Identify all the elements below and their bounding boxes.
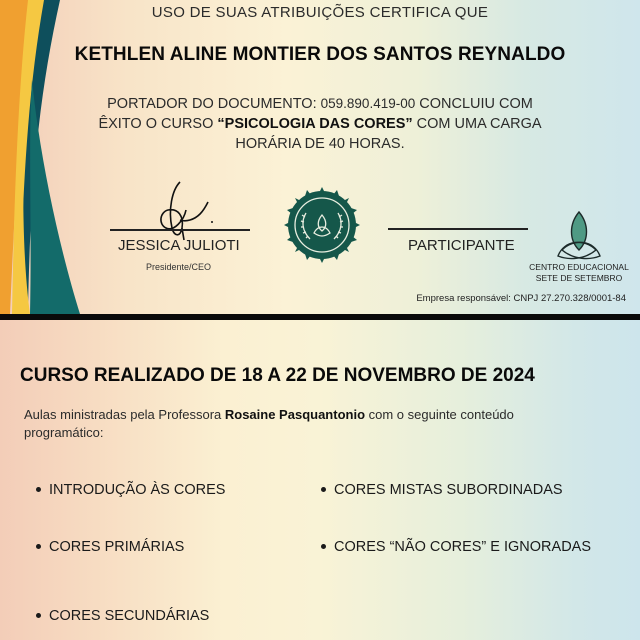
laurel-triquetra-seal-icon bbox=[284, 187, 360, 263]
certificate-body bbox=[0, 94, 640, 154]
topic-label: CORES PRIMÁRIAS bbox=[49, 539, 185, 555]
participant-line bbox=[388, 228, 528, 230]
topic-item bbox=[36, 608, 209, 624]
recipient-name: KETHLEN ALINE MONTIER DOS SANTOS REYNALDO bbox=[74, 44, 566, 65]
intro-text: Aulas ministradas pela Professora bbox=[24, 407, 225, 422]
bullet-icon bbox=[36, 613, 41, 618]
bullet-icon bbox=[36, 544, 41, 549]
course-intro bbox=[24, 406, 584, 442]
topic-item bbox=[36, 482, 225, 498]
bullet-icon bbox=[321, 487, 326, 492]
document-number: 059.890.419-00 bbox=[320, 96, 416, 111]
body-line-1 bbox=[0, 94, 640, 114]
organization-name bbox=[526, 262, 632, 284]
participant-label: PARTICIPANTE bbox=[408, 237, 515, 254]
triquetra-logo-icon bbox=[554, 210, 604, 260]
signatory-line bbox=[110, 229, 250, 231]
certificate-preamble: USO DE SUAS ATRIBUIÇÕES CERTIFICA QUE bbox=[151, 4, 489, 21]
course-name: “PSICOLOGIA DAS CORES” bbox=[217, 116, 413, 132]
intro-text: programático: bbox=[24, 425, 104, 440]
body-text: ÊXITO O CURSO bbox=[98, 116, 218, 132]
body-line-2 bbox=[0, 114, 640, 134]
certificate-front bbox=[0, 0, 640, 314]
topic-label: INTRODUÇÃO ÀS CORES bbox=[49, 482, 226, 498]
company-cnpj: Empresa responsável: CNPJ 27.270.328/0001-84 bbox=[416, 293, 626, 304]
body-text: CONCLUIU COM bbox=[415, 96, 533, 112]
bullet-icon bbox=[36, 487, 41, 492]
topic-item bbox=[36, 539, 184, 555]
course-dates-heading: CURSO REALIZADO DE 18 A 22 DE NOVEMBRO DE 2024 bbox=[20, 365, 535, 386]
organization-line-2: SETE DE SETEMBRO bbox=[535, 273, 623, 283]
topic-label: CORES “NÃO CORES” E IGNORADAS bbox=[334, 539, 592, 555]
signature-icon bbox=[150, 180, 220, 242]
topic-label: CORES SECUNDÁRIAS bbox=[49, 608, 210, 624]
topic-item bbox=[321, 482, 563, 498]
body-text: COM UMA CARGA bbox=[412, 116, 542, 132]
signatory-role: Presidente/CEO bbox=[146, 262, 212, 272]
organization-line-1: CENTRO EDUCACIONAL bbox=[529, 262, 629, 272]
body-line-3: HORÁRIA DE 40 HORAS. bbox=[235, 136, 405, 152]
intro-text: com o seguinte conteúdo bbox=[365, 407, 514, 422]
bullet-icon bbox=[321, 544, 326, 549]
teacher-name: Rosaine Pasquantonio bbox=[224, 407, 366, 422]
body-text: PORTADOR DO DOCUMENTO: bbox=[107, 96, 321, 112]
signatory-name: JESSICA JULIOTI bbox=[118, 237, 240, 254]
topic-label: CORES MISTAS SUBORDINADAS bbox=[334, 482, 563, 498]
topic-item bbox=[321, 539, 591, 555]
